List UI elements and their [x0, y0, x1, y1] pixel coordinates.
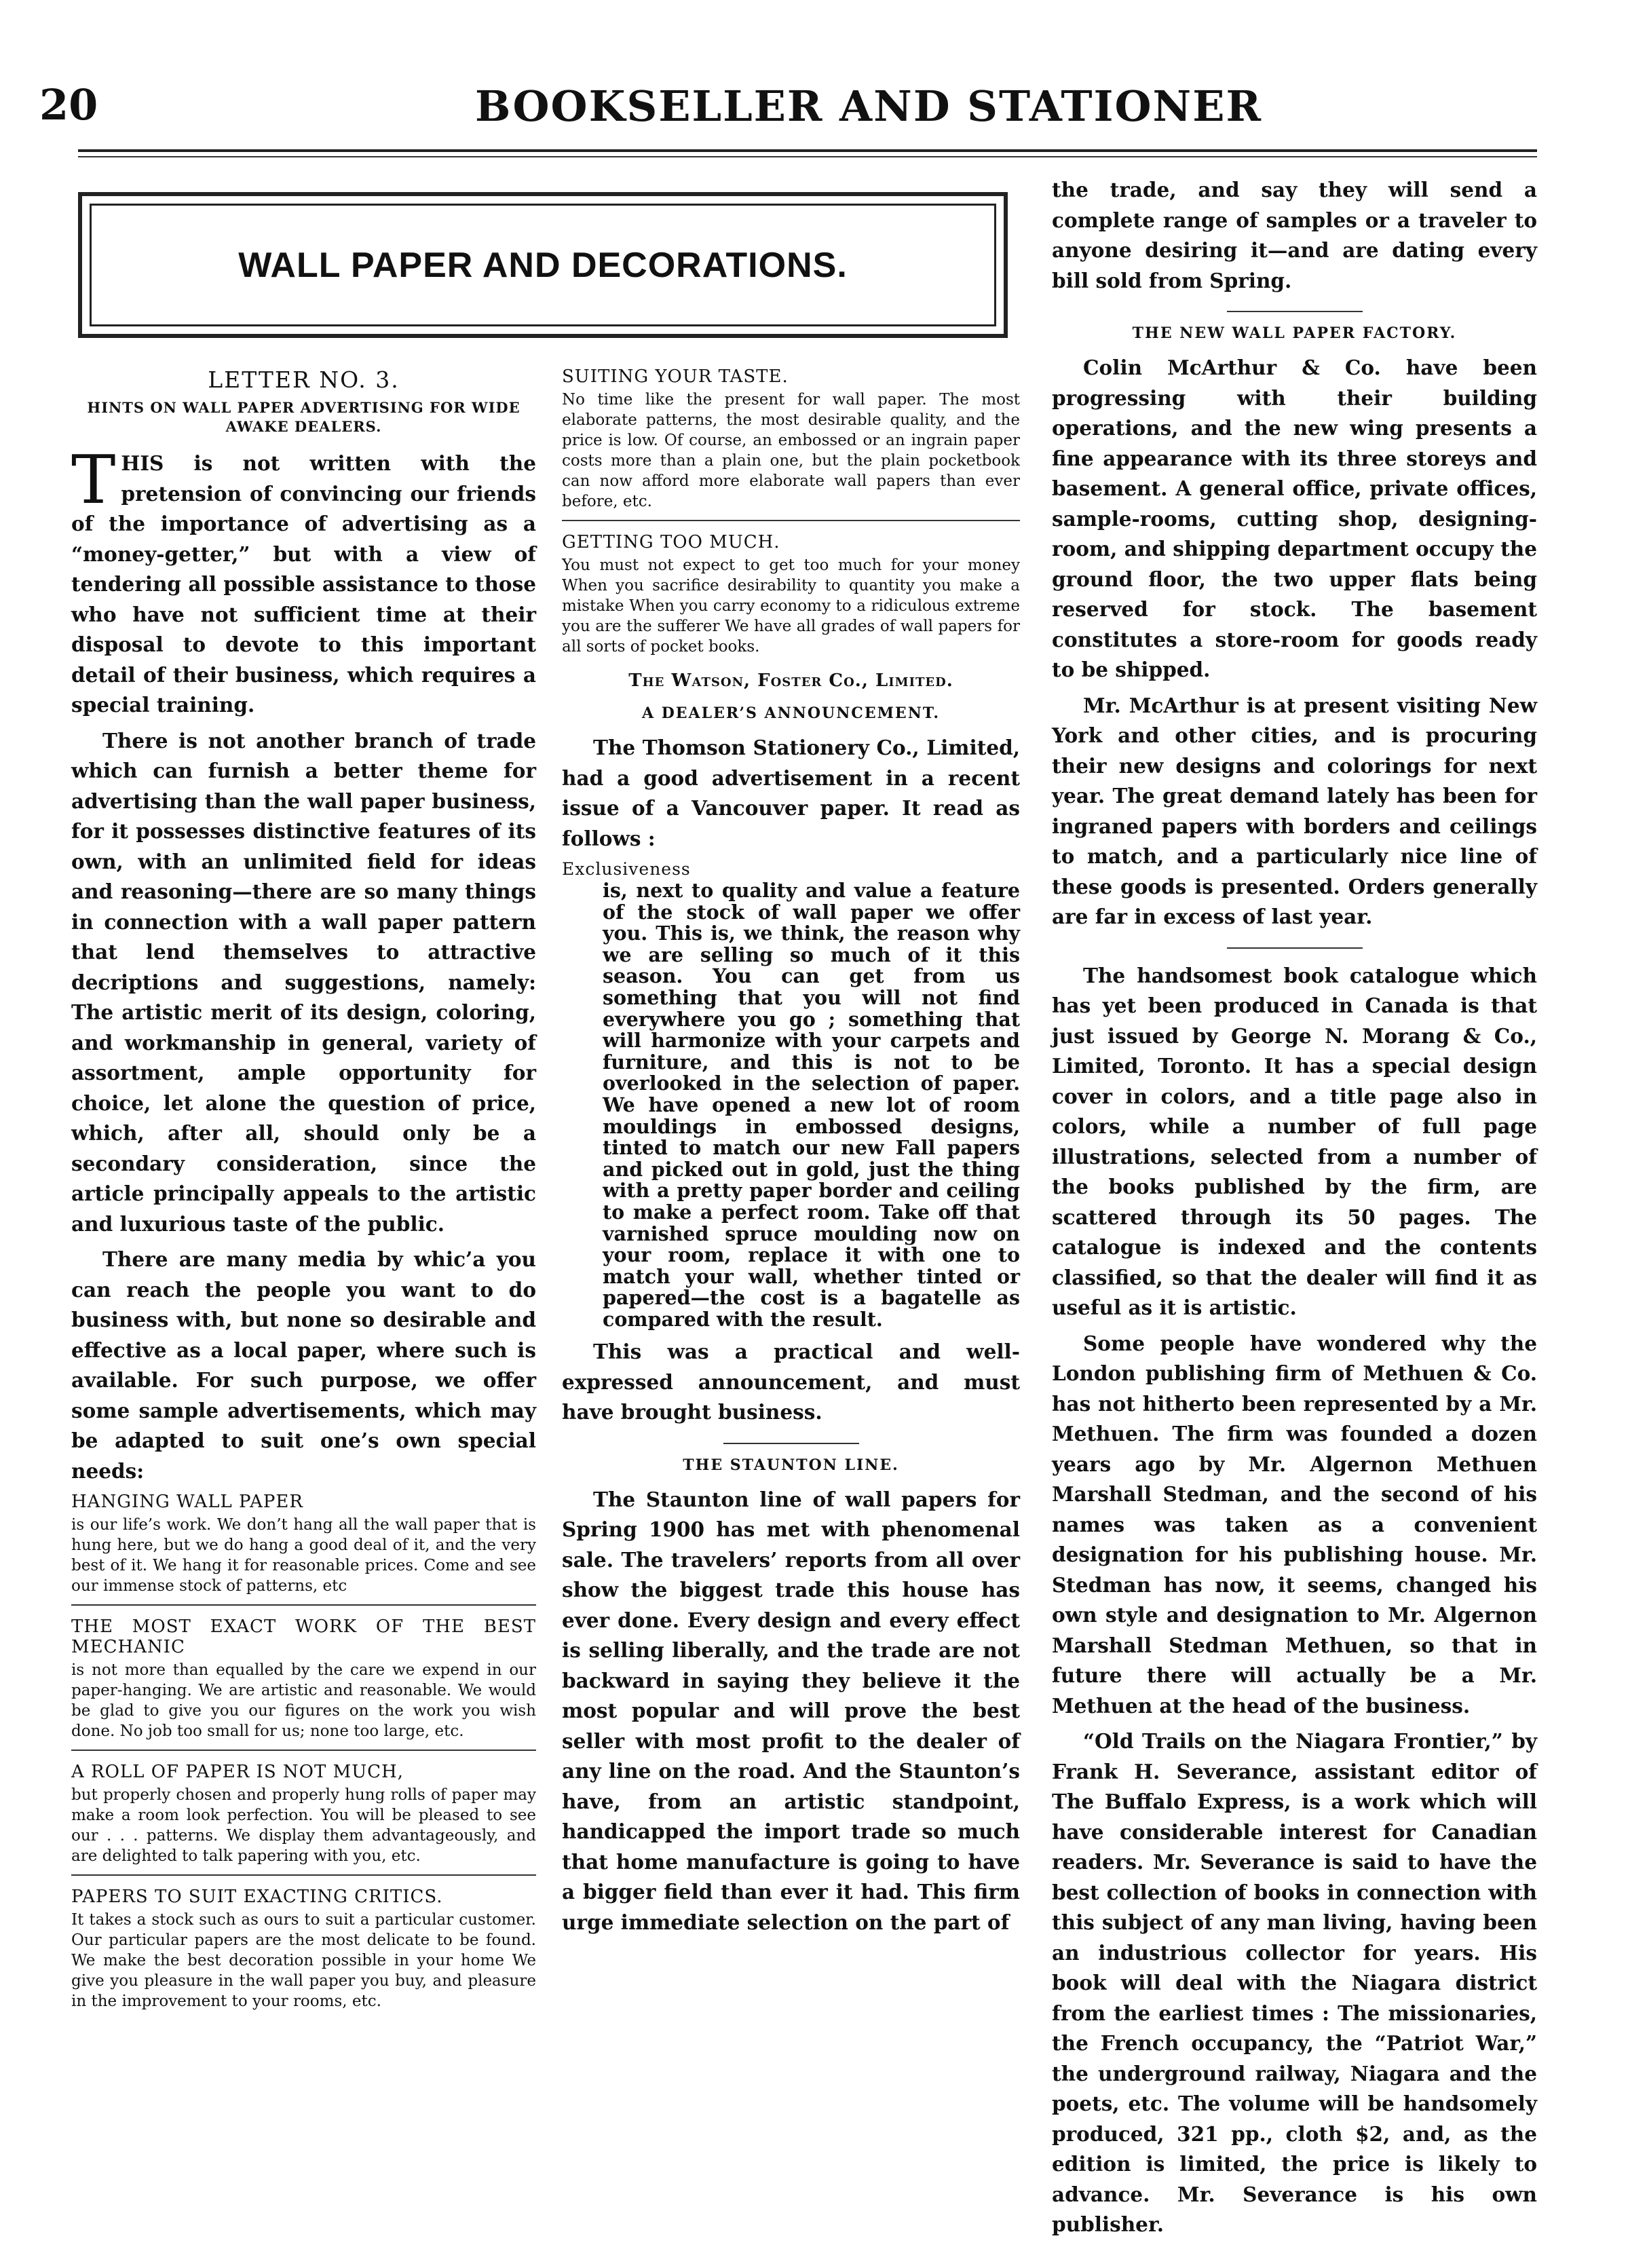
factory-paragraph-2: Mr. McArthur is at present visiting New York and other cities, and is procuring their new designs and colorings for next year. The great demand lately has been for ingraned papers with borders and ceilings to match, and a particularly nice line of these goods is presented. Orders generally are far in excess of last year.: [1052, 693, 1537, 928]
short-divider: [1227, 947, 1363, 949]
quoted-advertisement: is, next to quality and value a feature of the stock of wall paper we offer you. This is, we think, the reason why we are selling so much of it this season. You can get from us something that you will not find everywhere you go ; something that will harmonize with your carpets and furniture, and this is not to be overlooked in the selection of paper. We have opened a new lot of room mouldings in embossed designs, tinted to match our new Fall papers and picked out in gold, just the thing with a pretty paper border and ceiling to make a perfect room. Take off that varnished spruce moulding now on your room, replace it with one to match your wall, whether tinted or papered—the cost is a bagatelle as compared with the result.: [603, 879, 1020, 1331]
factory-paragraph-1: Colin McArthur & Co. have been progressing with their building operations, and the new wing presents a fine appearance with its three storeys and basement. A general office, private offices, sample-rooms, cutting shop, designing-room, and shipping department occupy the ground floor, the two upper flats being reserved for stock. The basement constitutes a store-room for goods ready to be shipped.: [1052, 356, 1537, 681]
divider: [562, 520, 1020, 521]
paragraph-media: There are many media by whic’a you can reach the people you want to do business with, but none so desirable and effective as a local paper, where such is available. For such purpose, we offer some sample advertisements, which may be adapted to suit one’s own special needs:: [71, 1247, 536, 1483]
short-divider: [723, 1443, 859, 1444]
page-number: 20: [39, 80, 98, 130]
dealer-heading: A DEALER’S ANNOUNCEMENT.: [641, 704, 941, 722]
section-title-box: [78, 192, 1008, 338]
intro-paragraph: THIS is not written with the pretension of convincing our friends of the importance of advertising as a “money-getter,” but with a view of tendering all possible assistance to those who have not sufficient time at their disposal to devote to this important detail of their business, which requires a special training.: [71, 442, 536, 717]
staunton-continued: the trade, and say they will send a complete range of samples or a traveler to anyone desiring it—and are dating every bill sold from Spring.: [1052, 178, 1537, 292]
ad-body-critics: It takes a stock such as ours to suit a particular customer. Our particular papers are the most delicate to be found. We make the best decoration possible in your home We give you pleasure in the wall paper you buy, and pleasure in the improvement to your rooms, etc.: [71, 1911, 536, 2010]
ad-heading-roll: A ROLL OF PAPER IS NOT MUCH,: [71, 1762, 404, 1782]
ad-heading-taste: SUITING YOUR TASTE.: [562, 366, 789, 387]
divider: [71, 1604, 536, 1606]
drop-cap: T: [71, 442, 116, 519]
methuen-paragraph: Some people have wondered why the London publishing firm of Methuen & Co. has not hitherto been represented by a Mr. Methuen. The firm was founded a dozen years ago by Mr. Algernon Methuen Marshall Stedman, and the second of his names was taken as a convenient designation for his publishing house. Mr. Stedman has now, it seems, changed his own style and designation to Mr. Algernon Marshall Stedman Methuen, so that in future there will actually be a Mr. Methuen at the head of the business.: [1052, 1331, 1537, 1718]
ad-heading-critics: PAPERS TO SUIT EXACTING CRITICS.: [71, 1887, 443, 1907]
journal-title: BOOKSELLER AND STATIONER: [475, 81, 1263, 131]
header-rule-thin: [78, 156, 1537, 157]
column-2: [562, 366, 1020, 1943]
niagara-paragraph: “Old Trails on the Niagara Frontier,” by Frank H. Severance, assistant editor of The Buffalo Express, is a work which will have considerable interest for Canadian readers. Mr. Severance is said to have the best collection of books in connection with this subject of any man living, having been an industrious collector for years. His book will deal with the Niagara district from the earliest times : The missionaries, the French occupancy, the “Patriot War,” the underground railway, Niagara and the poets, etc. The volume will be handsomely produced, 321 pp., cloth $2, and, as the edition is limited, the price is likely to advance. Mr. Severance is his own publisher.: [1052, 1729, 1537, 2236]
exclusiveness-label: Exclusiveness: [562, 859, 691, 879]
divider: [71, 1750, 536, 1751]
ad-body-mechanic: is not more than equalled by the care we expend in our paper-hanging. We are artistic and reasonable. We would be glad to give you our figures on the work you wish done. No job too small for us; none too large, etc.: [71, 1661, 536, 1740]
section-title: WALL PAPER AND DECORATIONS.: [238, 245, 848, 285]
after-quote-paragraph: This was a practical and well-expressed announcement, and must have brought business.: [562, 1340, 1020, 1424]
header-rule: [78, 149, 1537, 152]
ad-body-roll: but properly chosen and properly hung rolls of paper may make a room look perfection. You will be pleased to see our . . . patterns. We display them advantageously, and are delighted to talk papering with you, etc.: [71, 1786, 536, 1865]
dealer-paragraph: The Thomson Stationery Co., Limited, had a good advertisement in a recent issue of a Vancouver paper. It read as follows :: [562, 736, 1020, 850]
column-1: [71, 366, 536, 2020]
ad-heading-hanging: HANGING WALL PAPER: [71, 1492, 303, 1512]
letter-subheading: HINTS ON WALL PAPER ADVERTISING FOR WIDE AWAKE DEALERS.: [87, 399, 520, 435]
staunton-paragraph: The Staunton line of wall papers for Spring 1900 has met with phenomenal sale. The travelers’ reports from all over show the biggest trade this house has ever done. Every design and every effect is selling liberally, and the trade are not backward in saying they believe it the most popular and will prove the best seller with most profit to the dealer of any line on the road. And the Staunton’s have, from an artistic standpoint, handicapped the import trade so much that home manufacture is going to have a bigger field than ever it had. This firm urge immediate selection on the part of: [562, 1487, 1020, 1934]
divider: [71, 1874, 536, 1876]
ad-body-taste: No time like the present for wall paper. The most elaborate patterns, the most desirable quality, and the price is low. Of course, an embossed or an ingrain paper costs more than a plain one, but the plain pocketbook can now afford more elaborate wall papers than ever before, etc.: [562, 391, 1020, 510]
ad-heading-too-much: GETTING TOO MUCH.: [562, 532, 780, 552]
ad-heading-mechanic: THE MOST EXACT WORK OF THE BEST MECHANIC: [71, 1617, 536, 1657]
catalogue-paragraph: The handsomest book catalogue which has yet been produced in Canada is that just issued by George N. Morang & Co., Limited, Toronto. It has a special design cover in colors, and a title page also in colors, while a number of full page illustrations, selected from a number of the books published by the firm, are scattered through its 50 pages. The catalogue is indexed and the contents classified, so that the dealer will find it as useful as it is artistic.: [1052, 963, 1537, 1319]
ad-body-hanging: is our life’s work. We don’t hang all the wall paper that is hung here, but we do hang a good deal of it, and the very best of it. We hang it for reasonable prices. Come and see our immense stock of patterns, etc: [71, 1516, 536, 1595]
letter-heading: LETTER NO. 3.: [208, 366, 400, 393]
short-divider: [1227, 311, 1363, 312]
staunton-heading: THE STAUNTON LINE.: [683, 1456, 899, 1474]
column-3: [1052, 175, 1537, 2246]
watson-signature: The Watson, Foster Co., Limited.: [628, 670, 953, 691]
ad-body-too-much: You must not expect to get too much for your money When you sacrifice desirability to quantity you make a mistake When you carry economy to a ridiculous extreme you are the sufferer We have all grades of wall papers for all sorts of pocket books.: [562, 556, 1020, 656]
factory-heading: THE NEW WALL PAPER FACTORY.: [1132, 324, 1457, 342]
paragraph-trade-theme: There is not another branch of trade which can furnish a better theme for advertising than the wall paper business, for it possesses distinctive features of its own, with an unlimited field for ideas and reasoning—there are so many things in connection with a wall paper pattern that lend themselves to attractive decriptions and suggestions, namely: The artistic merit of its design, coloring, and workmanship in general, variety of assortment, ample opportunity for choice, let alone the question of price, which, after all, should only be a secondary consideration, since the article principally appeals to the artistic and luxurious taste of the public.: [71, 728, 536, 1236]
